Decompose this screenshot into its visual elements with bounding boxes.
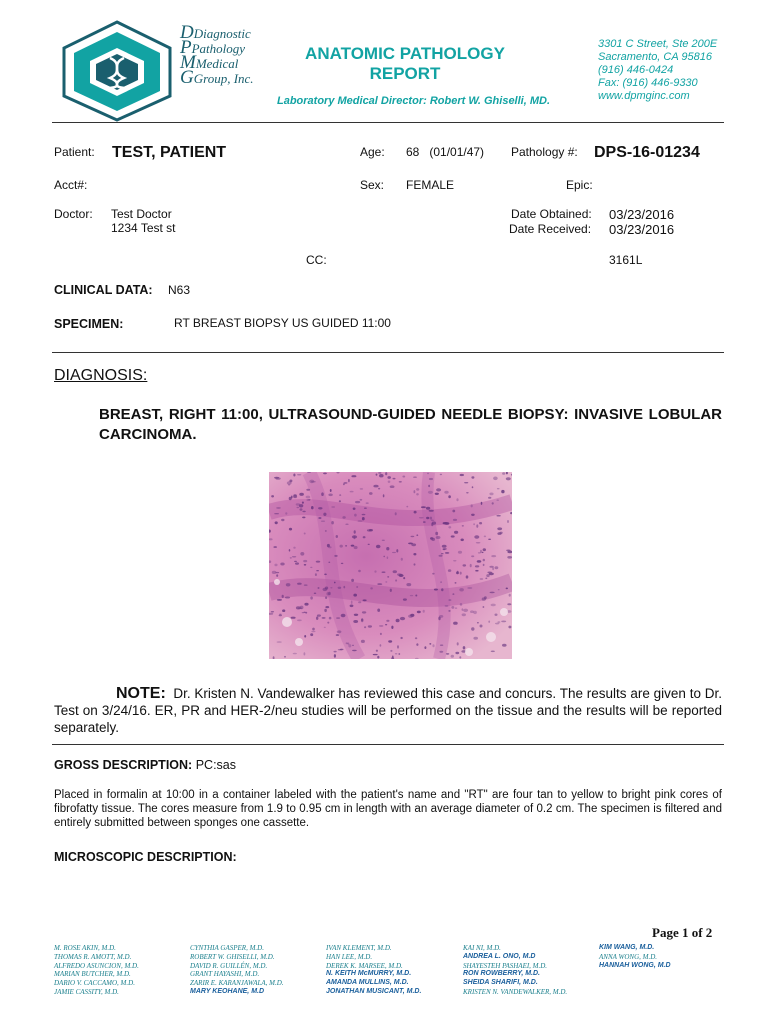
patient-label: Patient: <box>54 145 95 159</box>
pathology-number: DPS-16-01234 <box>594 144 700 161</box>
age-label: Age: <box>360 145 385 159</box>
physician-name: JAMIE CASSITY, M.D. <box>54 987 119 996</box>
physician-name: ANNA WONG, M.D. <box>599 952 658 961</box>
logo-line: PPathology <box>180 37 246 58</box>
physician-name: HANNAH WONG, M.D <box>599 961 671 969</box>
physician-column-4 <box>463 944 567 997</box>
physician-name: KIM WANG, M.D. <box>599 944 655 951</box>
sex-label: Sex: <box>360 178 385 192</box>
address-line: Sacramento, CA 95816 <box>598 51 712 63</box>
header-divider <box>52 122 724 123</box>
clinical-data-label: CLINICAL DATA: <box>54 283 153 297</box>
note-paragraph <box>54 685 722 736</box>
tissue-image <box>269 472 512 659</box>
physician-name: KAI NI, M.D. <box>463 944 501 952</box>
physician-name: DAVID R. GUILLÉN, M.D. <box>190 961 268 970</box>
histology-micrograph <box>269 472 512 659</box>
date-obtained: 03/23/2016 <box>609 207 675 222</box>
physician-name: M. ROSE AKIN, M.D. <box>54 944 116 952</box>
physician-name: AMANDA MULLINS, M.D. <box>326 979 409 987</box>
logo-wordmark <box>180 22 260 88</box>
specimen-value: RT BREAST BIOPSY US GUIDED 11:00 <box>174 316 391 330</box>
physician-name: IVAN KLEMENT, M.D. <box>326 944 392 952</box>
gross-label: GROSS DESCRIPTION: <box>54 758 193 772</box>
physician-name: SHAYESTEH PASHAEI, M.D. <box>463 961 548 970</box>
report-title <box>285 44 525 84</box>
clinical-data-value: N63 <box>168 283 191 297</box>
physician-name: N. KEITH McMURRY, M.D. <box>326 970 412 978</box>
logo-line: GGroup, Inc. <box>180 67 254 88</box>
doctor-address: 1234 Test st <box>111 221 176 235</box>
page-indicator: Page 1 of 2 <box>652 925 713 940</box>
physician-name: MARIAN BUTCHER, M.D. <box>54 970 131 979</box>
date-received-label: Date Received: <box>509 222 592 236</box>
physician-column-1 <box>54 944 139 997</box>
physician-name: GRANT HAYASHI, M.D. <box>190 970 260 979</box>
specimen-divider <box>52 352 724 353</box>
physician-name: HAN LEE, M.D. <box>326 952 373 961</box>
physician-column-2 <box>190 944 284 997</box>
logo-line: MMedical <box>180 52 239 73</box>
report-title-line1: ANATOMIC PATHOLOGY <box>305 44 505 63</box>
lab-director: Laboratory Medical Director: Robert W. Ghiselli, MD. <box>277 95 551 107</box>
epic-label: Epic: <box>566 178 593 192</box>
physician-name: DEREK K. MARSEE, M.D. <box>326 961 403 970</box>
doctor-name: Test Doctor <box>111 207 172 221</box>
age-value: 68 (01/01/47) <box>406 145 485 159</box>
physician-name: RON ROWBERRY, M.D. <box>463 970 541 978</box>
date-received: 03/23/2016 <box>609 222 675 237</box>
microscopic-label: MICROSCOPIC DESCRIPTION: <box>54 850 237 864</box>
logo <box>52 20 182 122</box>
gross-code: PC:sas <box>195 758 236 772</box>
specimen-label: SPECIMEN: <box>54 317 124 331</box>
physician-name: ANDREA L. ONO, M.D <box>463 952 536 960</box>
physician-name: KRISTEN N. VANDEWALKER, M.D. <box>463 987 568 996</box>
physician-name: DARIO V. CACCAMO, M.D. <box>54 979 135 988</box>
gross-header <box>54 758 236 772</box>
physician-name: ALFREDO ASUNCION, M.D. <box>54 961 139 970</box>
diagnosis-text: BREAST, RIGHT 11:00, ULTRASOUND-GUIDED NEEDLE BIOPSY: INVASIVE LOBULAR CARCINOMA. <box>99 406 722 443</box>
physician-name: MARY KEOHANE, M.D <box>190 987 265 995</box>
note-text: Dr. Kristen N. Vandewalker has reviewed this case and concurs. The results are given to Dr. Test on 3/24/16. ER, PR and HER-2/neu studies will be performed on the tissue and the results will be reported separately. <box>54 686 722 735</box>
physician-name: THOMAS R. AMOTT, M.D. <box>54 952 132 961</box>
physician-name: SHEIDA SHARIFI, M.D. <box>463 979 538 987</box>
physician-column-3 <box>326 944 421 997</box>
pathology-number-label: Pathology #: <box>511 145 578 159</box>
logo-line: DDiagnostic <box>180 22 251 43</box>
note-label: NOTE: <box>116 685 166 702</box>
lab-address <box>598 38 717 103</box>
address-line: www.dpmginc.com <box>598 90 690 102</box>
date-obtained-label: Date Obtained: <box>511 207 592 221</box>
dna-hexagon-logo-icon <box>52 20 182 122</box>
note-divider <box>52 744 724 745</box>
patient-name: TEST, PATIENT <box>112 144 227 161</box>
sex-value: FEMALE <box>406 178 455 192</box>
report-title-line2: REPORT <box>369 64 441 83</box>
address-line: 3301 C Street, Ste 200E <box>598 38 718 50</box>
address-line: Fax: (916) 446-9330 <box>598 77 698 89</box>
physician-column-5 <box>599 944 671 970</box>
physician-name: JONATHAN MUSICANT, M.D. <box>326 987 422 995</box>
address-line: (916) 446-0424 <box>598 64 674 76</box>
acct-label: Acct#: <box>54 178 88 192</box>
gross-text: Placed in formalin at 10:00 in a container labeled with the patient's name and "RT" are four tan to yellow to bright pink cores of fibrofatty tissue. The cores measure from 1.9 to 0.95 cm in length with an average diameter of 0.2 cm. The specimen is filtered and entirely submitted between sponges one cassette. <box>54 789 722 829</box>
physician-name: ZARIR E. KARANJAWALA, M.D. <box>190 979 284 988</box>
cc-label: CC: <box>306 253 327 267</box>
doctor-label: Doctor: <box>54 207 93 221</box>
location-code: 3161L <box>609 253 643 267</box>
physician-name: ROBERT W. GHISELLI, M.D. <box>190 952 275 961</box>
physician-name: CYNTHIA GASPER, M.D. <box>190 944 264 952</box>
diagnosis-heading: DIAGNOSIS: <box>54 367 148 384</box>
